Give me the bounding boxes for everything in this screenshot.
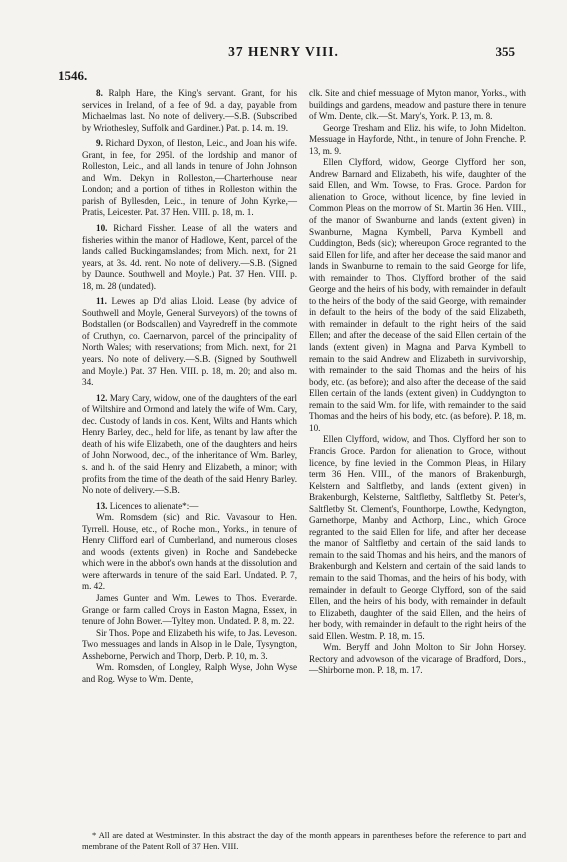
licence-item: Wm. Romsden, of Longley, Ralph Wyse, John Wyse and Rog. Wyse to Wm. Dente, [82,662,297,684]
licence-item: James Gunter and Wm. Lewes to Thos. Everarde. Grange or farm called Croys in Easton Magna, Essex, in tenure of John Bower.—Tyltey mon. Undated. P. 8, m. 22. [82,592,297,627]
entry-13: 13. Licences to alienate*:— [96,500,199,511]
licence-item-continued: clk. Site and chief messuage of Myton manor, Yorks., with buildings and gardens, meadow and pasture there in tenure of Wm. Dente, clk.—St. Mary's, York. P. 13, m. 8. [309,88,526,122]
licence-item: Wm. Beryff and John Molton to Sir John Horsey. Rectory and advowson of the vicarage of Bradford, Dors.,—Shirborne mon. P. 18, m. 17. [309,642,526,676]
entry-8: 8. Ralph Hare, the King's servant. Grant, for his services in Ireland, of a fee of 9d. a day, payable from Michaelmas last. No note of delivery.—S.B. (Subscribed by Wriothesley, Suffolk and Gardiner.) Pat. p. 14. m. 19. [82,88,298,133]
entry-10: 10. Richard Fissher. Lease of all the waters and fisheries within the manor of Hadlowe, Kent, parcel of the lands called Buckingamslandes; from Mich. next, for 21 years, at 3s. 4d. rent. No note of delivery.—S.B. (Signed by Daunce. Southwell and Moyle.) Pat. 37 Hen. VIII. p. 18, m. 28 (undated). [82,223,297,291]
left-column [82,88,297,685]
year-heading: 1546. [58,68,88,83]
licence-item: Wm. Romsdem (sic) and Ric. Vavasour to Hen. Tyrrell. House, etc., of Roche mon., Yorks., in tenure of Henry Clifford earl of Cumberland, and numerous closes and woods (extents given) in Roche and Sandebecke which were in the abbot's own hands at the dissolution and were afterwards in tenure of the said Earl. Undated. P. 7, m. 42. [82,512,297,592]
footnote: * All are dated at Westminster. In this abstract the day of the month appears in parentheses before the reference to part and membrane of the Patent Roll of 37 Hen. VIII. [82,830,526,851]
licence-item: Sir Thos. Pope and Elizabeth his wife, to Jas. Leveson. Two messuages and lands in Alsop in le Dale, Tysyngton, Assheborne, Perwich and Thorp, Derb. P. 10, m. 3. [82,627,297,661]
licence-item: Ellen Clyfford, widow, and Thos. Clyfford her son to Francis Groce. Pardon for alienation to Groce, without licence, by fine levied in the Common Pleas, in Hilary term 36 Hen. VIII., of the manors of Brakenburgh, Kelstern and Saltfletby, and lands (extent given) in Brakenburgh, Kelsterne, Saltfletby, Saltfletby St. Peter's, Saltfletby St. Clement's, Founthorpe, Lowthe, Kedyngton, Garnethorpe, Manby and Acthorp, Linc., which Groce regranted to the said Ellen for life, and after her decease the manor of Saltfletby and certain of the said lands to remain to the said Thomas and his heirs, and the manors of Brakenburgh and Kelstern and certain of the said lands to remain to the said Thomas, and the heirs of his body, with remainder in default to George Clyfford, son of the said Ellen, and the heirs of his body, with remainder in default to Elizabeth, daughter of the said Ellen, and the heirs of her body, with remainder in default to the right heirs of the said Ellen. Westm. P. 18, m. 15. [309,434,526,641]
right-column [309,88,526,677]
entry-9: 9. Richard Dyxon, of Ileston, Leic., and Joan his wife. Grant, in fee, for 295l. of the lordship and manor of Rolleston, Leic., and all lands in tenure of John Johnson and Wm. Dekyn in Rolleston,—Charterhouse near London; and a portion of tithes in Rolleston within the parish of Byllesden, Leic., in tenure of John Kyrke,—Pratis, Leicester. Pat. 37 Hen. VIII. p. 18, m. 1. [82,138,297,218]
licence-item: Ellen Clyfford, widow, George Clyfford her son, Andrew Barnard and Elizabeth, his wife, daughter of the said Ellen, and Wm. Towse, to Fras. Groce. Pardon for alienation to Groce, without licence, by fine levied in Common Pleas on the morrow of St. Martin 36 Hen. VIII., of the manor of Swanburne and lands (extent given) in Swanburne, Magna Kymbell, Parva Kymbell and Cuddington, Beds (sic); whereupon Groce regranted to the said Ellen for life, and after her decease the said manor and lands in Swanburne to remain to the said George for life, with remainder to Thos. Clyfford brother of the said George and the heirs of his body, with remainder in default to the heirs of the body of the said George, with remainder in default to the heirs of the body of the said Elizabeth, with remainder in default to the right heirs of the said Ellen; and after the decease of the said Ellen certain of the lands (extent given) in Magna and Parva Kymbell to remain to the said Andrew and Elizabeth in survivorship, with remainder to the said Thomas and the heirs of his body, etc. (as before); and also after the decease of the said Ellen certain of the lands (extent given) in Cuddyngton to remain to the said Wm. for life, with remainder to the said Thomas and the heirs of his body, etc. (as before). P. 18, m. 10. [309,157,526,433]
page-number: 355 [495,44,515,59]
entry-11: 11. Lewes ap D'd alias Lloid. Lease (by advice of Southwell and Moyle, General Surveyors) of the towns of Bodstallen (or Bodscallen) and Vayredreff in the commote of Cruthyn, co. Caernarvon, parcel of the principality of North Wales; with reservations; from Mich. next, for 21 years. No note of delivery.—S.B. (Signed by Southwell and Moyle.) Pat. 37 Hen. VIII. p. 18, m. 20; and also m. 34. [82,296,297,388]
running-header [0,44,567,64]
entry-12: 12. Mary Cary, widow, one of the daughters of the earl of Wiltshire and Ormond and lately the wife of Wm. Cary, dec. Custody of lands in cos. Kent, Wilts and Hants which Henry Barley, dec., held for life, as tenant by law after the death of his wife Elizabeth, one of the daughters and heirs of John Norwood, dec., of the inheritance of Wm. Barley, s. and h. of the said Henry and Elizabeth, a minor; with profits from the time of the death of the said Henry Barley. No note of delivery.—S.B. [82,392,297,496]
licence-item: George Tresham and Eliz. his wife, to John Midelton. Messuage in Hayforde, Ntht., in tenure of John Frenche. P. 13, m. 9. [309,122,526,156]
reign-title: 37 HENRY VIII. [228,44,339,59]
